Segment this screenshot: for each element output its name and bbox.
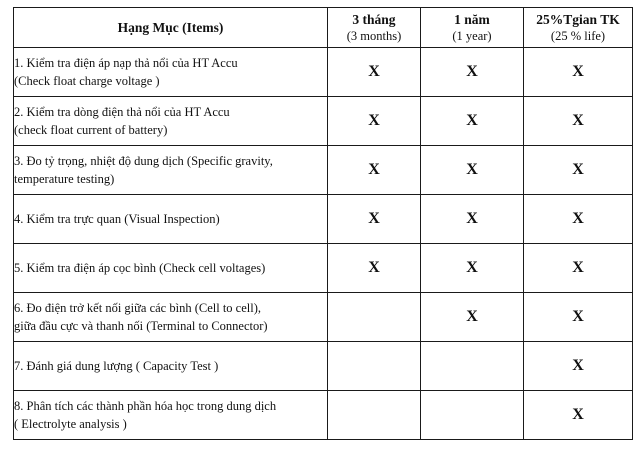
- item-cell: [14, 195, 328, 244]
- mark-25-life: X: [524, 342, 633, 391]
- maintenance-schedule-table: [13, 7, 633, 440]
- header-1-year-label: 1 năm: [454, 11, 490, 27]
- mark-1-year: X: [421, 97, 524, 146]
- table-row: [14, 244, 633, 293]
- table-row: [14, 391, 633, 440]
- table-row: [14, 342, 633, 391]
- item-text-line1: 1. Kiểm tra điện áp nạp thả nổi của HT Accu: [14, 56, 238, 70]
- item-text-line1: 6. Đo điện trở kết nối giữa các bình (Cell to cell),: [14, 301, 261, 315]
- mark-3-months: X: [328, 146, 421, 195]
- item-cell: [14, 391, 328, 440]
- item-text-line2: giữa đầu cực và thanh nối (Terminal to Connector): [14, 319, 268, 333]
- table-row: [14, 195, 633, 244]
- table-row: [14, 293, 633, 342]
- header-1-year-sub: (1 year): [452, 28, 492, 43]
- mark-3-months: [328, 391, 421, 440]
- item-text-line1: 3. Đo tỷ trọng, nhiệt độ dung dịch (Specific gravity,: [14, 154, 273, 168]
- table-row: [14, 146, 633, 195]
- mark-1-year: [421, 391, 524, 440]
- header-items: [14, 8, 328, 48]
- header-1-year: [421, 8, 524, 48]
- mark-1-year: X: [421, 195, 524, 244]
- item-text-line1: 5. Kiểm tra điện áp cọc bình (Check cell voltages): [14, 261, 266, 275]
- mark-25-life: X: [524, 293, 633, 342]
- mark-25-life: X: [524, 244, 633, 293]
- item-text-line1: 2. Kiểm tra dòng điện thả nổi của HT Accu: [14, 105, 230, 119]
- header-3-months-sub: (3 months): [346, 28, 402, 43]
- item-text-line2: ( Electrolyte analysis ): [14, 417, 127, 431]
- item-cell: [14, 48, 328, 97]
- header-row: [14, 8, 633, 48]
- mark-25-life: X: [524, 391, 633, 440]
- mark-25-life: X: [524, 48, 633, 97]
- mark-1-year: X: [421, 48, 524, 97]
- mark-3-months: X: [328, 97, 421, 146]
- mark-1-year: X: [421, 293, 524, 342]
- mark-1-year: [421, 342, 524, 391]
- header-25-life-label: 25%Tgian TK: [536, 11, 620, 27]
- mark-1-year: X: [421, 244, 524, 293]
- item-cell: [14, 97, 328, 146]
- item-text-line1: 8. Phân tích các thành phần hóa học trong dung dịch: [14, 399, 277, 413]
- item-text-line1: 4. Kiểm tra trực quan (Visual Inspection): [14, 212, 220, 226]
- item-cell: [14, 293, 328, 342]
- item-cell: [14, 244, 328, 293]
- header-items-label: Hạng Mục (Items): [117, 19, 224, 35]
- mark-3-months: X: [328, 195, 421, 244]
- header-3-months-label: 3 tháng: [352, 11, 396, 27]
- header-25-life: [524, 8, 633, 48]
- item-cell: [14, 146, 328, 195]
- mark-1-year: X: [421, 146, 524, 195]
- mark-3-months: [328, 342, 421, 391]
- mark-25-life: X: [524, 195, 633, 244]
- mark-3-months: X: [328, 48, 421, 97]
- table-row: [14, 97, 633, 146]
- item-text-line2: (check float current of battery): [14, 123, 168, 137]
- item-text-line2: temperature testing): [14, 172, 115, 186]
- table-row: [14, 48, 633, 97]
- mark-3-months: X: [328, 244, 421, 293]
- mark-25-life: X: [524, 97, 633, 146]
- item-text-line1: 7. Đánh giá dung lượng ( Capacity Test ): [14, 359, 219, 373]
- mark-3-months: [328, 293, 421, 342]
- header-25-life-sub: (25 % life): [550, 28, 606, 43]
- mark-25-life: X: [524, 146, 633, 195]
- header-3-months: [328, 8, 421, 48]
- item-text-line2: (Check float charge voltage ): [14, 74, 160, 88]
- item-cell: [14, 342, 328, 391]
